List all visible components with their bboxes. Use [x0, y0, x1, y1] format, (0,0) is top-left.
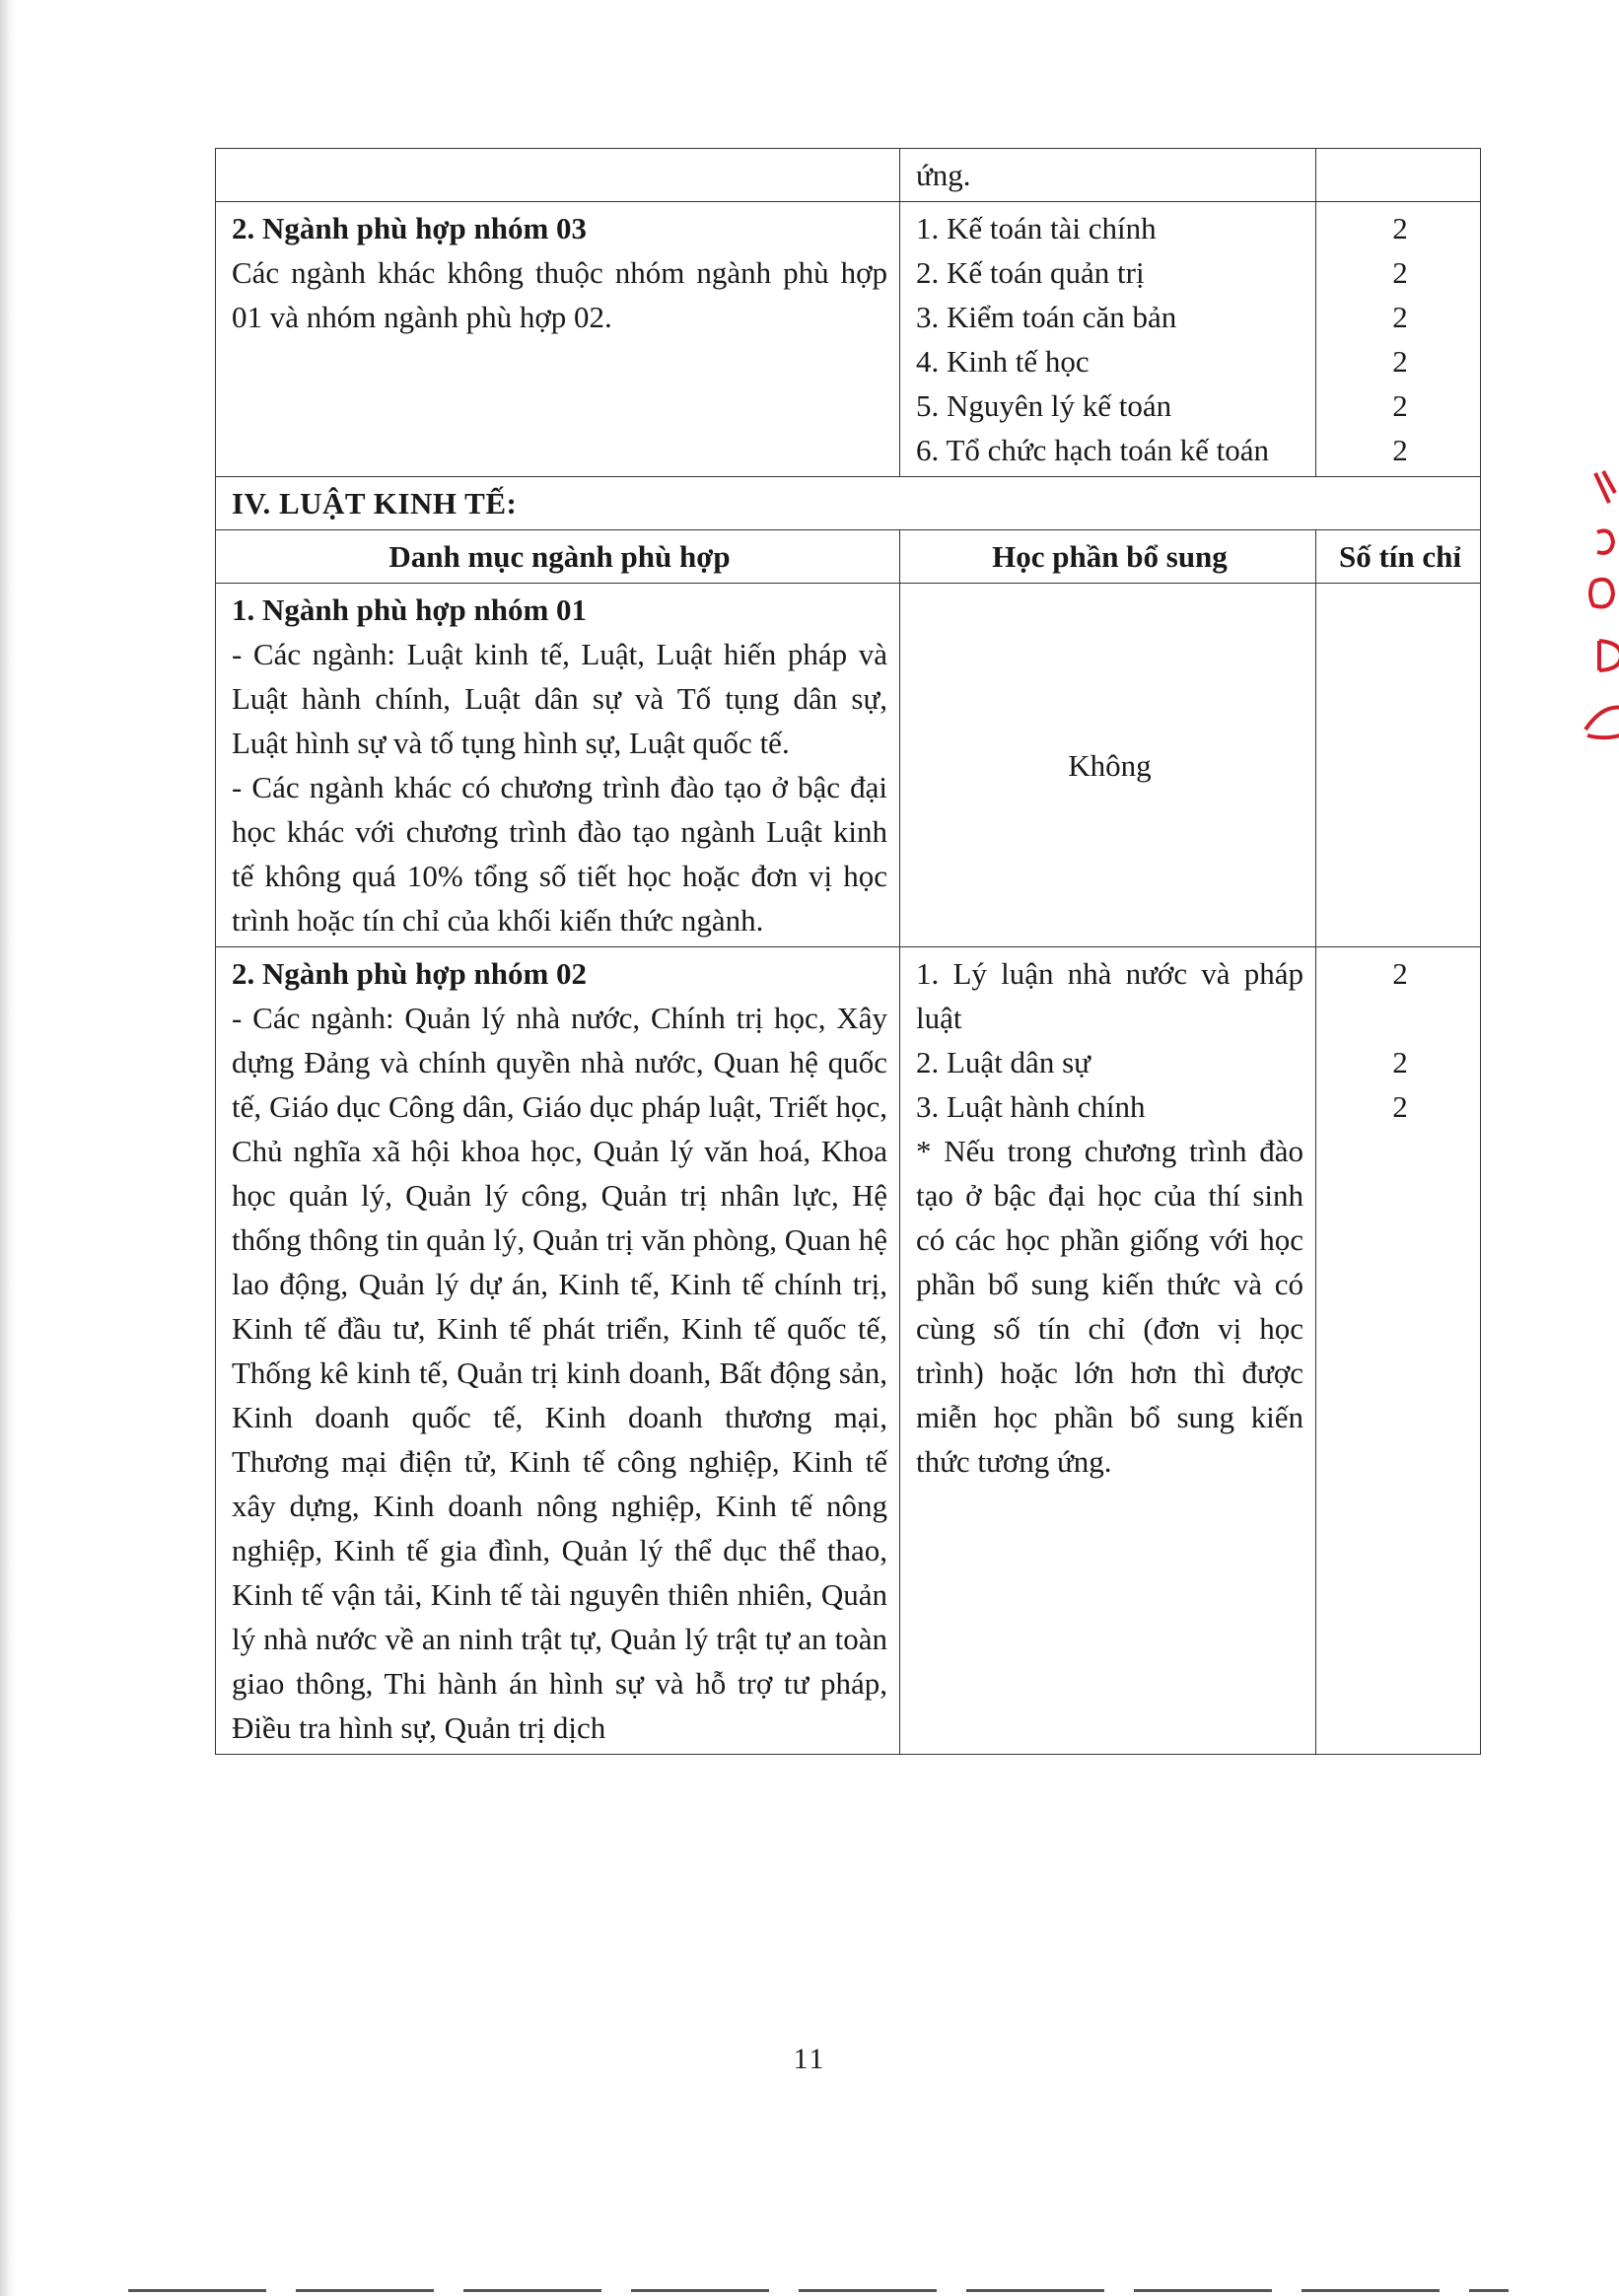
group-01-heading: 1. Ngành phù hợp nhóm 01	[232, 592, 588, 627]
scan-bottom-edge	[128, 2289, 1509, 2292]
course-item: 2. Kế toán quản trị	[916, 255, 1145, 290]
credit-value: 2	[1392, 255, 1408, 290]
cell-group-01-supplement	[900, 584, 1316, 947]
scan-left-edge	[0, 0, 16, 2296]
cell-group-02-desc	[216, 947, 900, 1755]
cell-group-03-credits	[1316, 202, 1481, 477]
group-01-para-1: - Các ngành: Luật kinh tế, Luật, Luật hiến pháp và Luật hành chính, Luật dân sự và Tố tụng dân sự, Luật hình sự và tố tụng hình sự, Luật quốc tế.	[232, 637, 887, 760]
credit-value: 2	[1392, 1045, 1408, 1079]
header-credits: Số tín chỉ	[1316, 530, 1481, 584]
credit-value: 2	[1392, 300, 1408, 334]
supplement-none: Không	[1068, 747, 1152, 783]
exemption-note: * Nếu trong chương trình đào tạo ở bậc đại học của thí sinh có các học phần giống với học phần bổ sung kiến thức và có cùng số tín chỉ (đơn vị học trình) hoặc lớn hơn thì được miễn học phần bổ sung kiến thức tương ứng.	[916, 1134, 1303, 1479]
credit-value: 2	[1392, 344, 1408, 379]
cell-group-03-desc	[216, 202, 900, 477]
cell-continuation-text: ứng.	[900, 149, 1316, 202]
course-item: 3. Kiểm toán căn bản	[916, 300, 1177, 334]
table-row-group-03	[216, 202, 1481, 477]
course-item: 3. Luật hành chính	[916, 1089, 1146, 1124]
course-item: 6. Tổ chức hạch toán kế toán	[916, 433, 1269, 467]
table-row-continuation	[216, 149, 1481, 202]
red-seal-stamp	[1576, 463, 1619, 759]
cell-group-02-courses	[900, 947, 1316, 1755]
cell-empty	[1316, 149, 1481, 202]
section-title: IV. LUẬT KINH TẾ:	[216, 477, 1481, 530]
credit-spacer	[1332, 996, 1468, 1040]
credit-value: 2	[1392, 1089, 1408, 1124]
credit-value: 2	[1392, 433, 1408, 467]
cell-empty	[1316, 584, 1481, 947]
header-supplement: Học phần bổ sung	[900, 530, 1316, 584]
table-row-group-02	[216, 947, 1481, 1755]
cell-empty	[216, 149, 900, 202]
course-item: 4. Kinh tế học	[916, 344, 1090, 379]
course-item: 1. Lý luận nhà nước và pháp luật	[916, 956, 1303, 1035]
cell-group-02-credits	[1316, 947, 1481, 1755]
table-row-group-01	[216, 584, 1481, 947]
group-01-para-2: - Các ngành khác có chương trình đào tạo ở bậc đại học khác với chương trình đào tạo ngành Luật kinh tế không quá 10% tổng số tiết học hoặc đơn vị học trình hoặc tín chỉ của khối kiến thức ngành.	[232, 770, 887, 938]
group-03-heading: 2. Ngành phù hợp nhóm 03	[232, 211, 588, 245]
page-number: 11	[793, 2043, 826, 2075]
table-row-section-title	[216, 477, 1481, 530]
course-item: 1. Kế toán tài chính	[916, 211, 1157, 245]
requirements-table	[215, 148, 1481, 1755]
header-major-list: Danh mục ngành phù hợp	[216, 530, 900, 584]
cell-group-03-courses	[900, 202, 1316, 477]
group-02-heading: 2. Ngành phù hợp nhóm 02	[232, 956, 588, 991]
credit-value: 2	[1392, 211, 1408, 245]
credit-value: 2	[1392, 956, 1408, 991]
table-header-row	[216, 530, 1481, 584]
cell-group-01-desc	[216, 584, 900, 947]
course-item: 2. Luật dân sự	[916, 1045, 1091, 1079]
group-02-para-1: - Các ngành: Quản lý nhà nước, Chính trị học, Xây dựng Đảng và chính quyền nhà nước, Quan hệ quốc tế, Giáo dục Công dân, Giáo dục pháp luật, Triết học, Chủ nghĩa xã hội khoa học, Quản lý văn hoá, Khoa học quản lý, Quản lý công, Quản trị nhân lực, Hệ thống thông tin quản lý, Quản trị văn phòng, Quan hệ lao động, Quản lý dự án, Kinh tế, Kinh tế chính trị, Kinh tế đầu tư, Kinh tế phát triển, Kinh tế quốc tế, Thống kê kinh tế, Quản trị kinh doanh, Bất động sản, Kinh doanh quốc tế, Kinh doanh thương mại, Thương mại điện tử, Kinh tế công nghiệp, Kinh tế xây dựng, Kinh doanh nông nghiệp, Kinh tế nông nghiệp, Kinh tế gia đình, Quản lý thể dục thể thao, Kinh tế vận tải, Kinh tế tài nguyên thiên nhiên, Quản lý nhà nước về an ninh trật tự, Quản lý trật tự an toàn giao thông, Thi hành án hình sự và hỗ trợ tư pháp, Điều tra hình sự, Quản trị dịch	[232, 1001, 887, 1745]
course-item: 5. Nguyên lý kế toán	[916, 388, 1172, 423]
group-03-description: Các ngành khác không thuộc nhóm ngành phù hợp 01 và nhóm ngành phù hợp 02.	[232, 255, 887, 334]
credit-value: 2	[1392, 388, 1408, 423]
